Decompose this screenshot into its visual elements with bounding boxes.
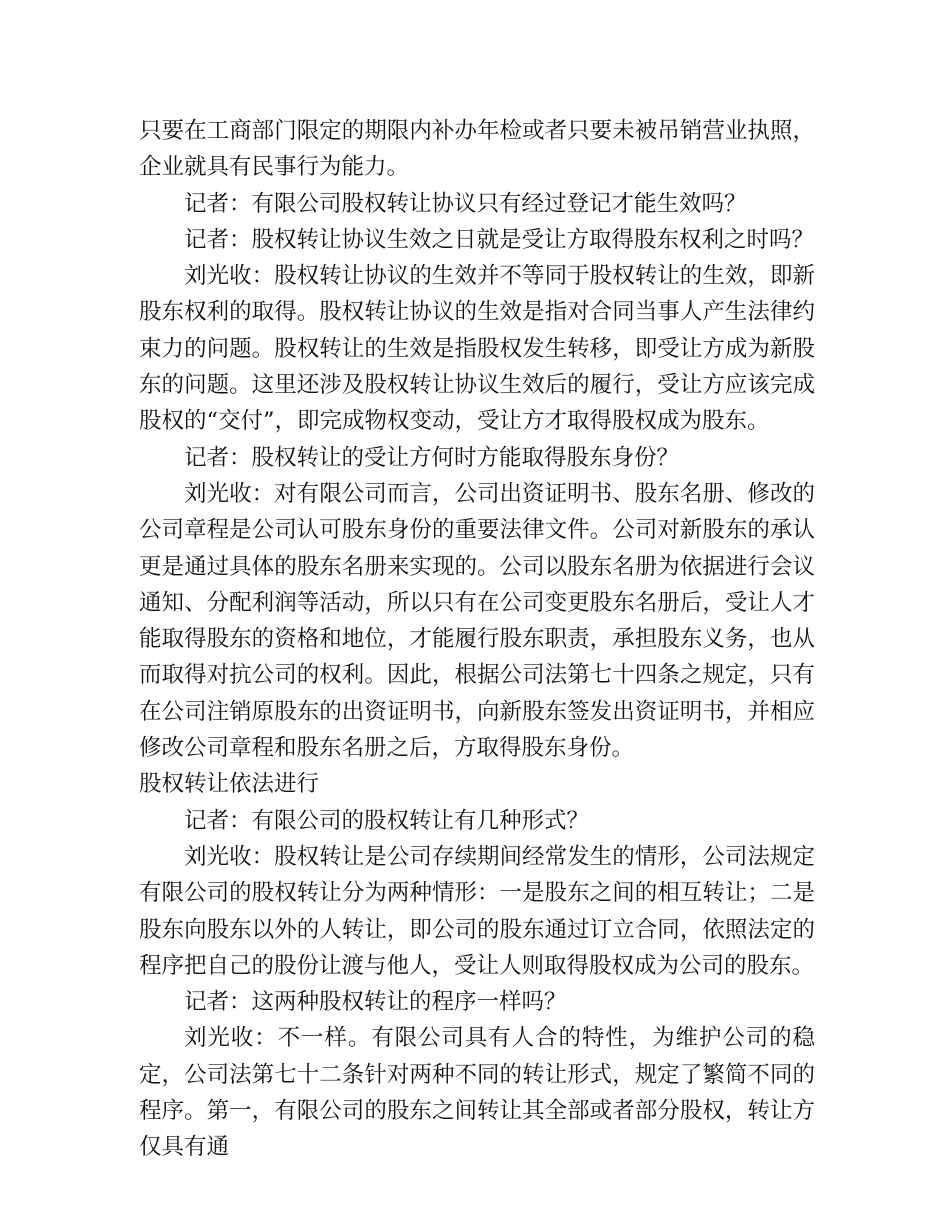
- paragraph-9: 记者：这两种股权转让的程序一样吗？: [184, 989, 567, 1016]
- paragraph-3: 记者：股权转让协议生效之日就是受让方取得股东权利之时吗？: [184, 226, 815, 253]
- paragraph-1: 只要在工商部门限定的期限内补办年检或者只要未被吊销营业执照，企业就具有民事行为能力。: [139, 118, 815, 181]
- paragraph-6: 刘光收：对有限公司而言，公司出资证明书、股东名册、修改的公司章程是公司认可股东身份的重要法律文件。公司对新股东的承认更是通过具体的股东名册来实现的。公司以股东名册为依据进行会议通知、分配利润等活动，所以只有在公司变更股东名册后，受让人才能取得股东的资格和地位，才能履行股东职责，承担股东义务，也从而取得对抗公司的权利。因此，根据公司法第七十四条之规定，只有在公司注销原股东的出资证明书，向新股东签发出资证明书，并相应修改公司章程和股东名册之后，方取得股东身份。: [139, 480, 815, 762]
- paragraph-7: 记者：有限公司的股权转让有几种形式？: [184, 807, 590, 834]
- section-heading: 股权转让依法进行: [139, 771, 320, 798]
- document-body: [139, 113, 815, 1166]
- paragraph-10: 刘光收：不一样。有限公司具有人合的特性，为维护公司的稳定，公司法第七十二条针对两种不同的转让形式，规定了繁简不同的程序。第一，有限公司的股东之间转让其全部或者部分股权，转让方仅具有通: [139, 1025, 815, 1161]
- paragraph-4: 刘光收：股权转让协议的生效并不等同于股权转让的生效，即新股东权利的取得。股权转让协议的生效是指对合同当事人产生法律约束力的问题。股权转让的生效是指股权发生转移，即受让方成为新股东的问题。这里还涉及股权转让协议生效后的履行，受让方应该完成股权的“交付”，即完成物权变动，受让方才取得股权成为股东。: [139, 263, 815, 435]
- paragraph-5: 记者：股权转让的受让方何时方能取得股东身份？: [184, 444, 680, 471]
- paragraph-2: 记者：有限公司股权转让协议只有经过登记才能生效吗？: [184, 190, 747, 217]
- paragraph-8: 刘光收：股权转让是公司存续期间经常发生的情形，公司法规定有限公司的股权转让分为两种情形：一是股东之间的相互转让；二是股东向股东以外的人转让，即公司的股东通过订立合同，依照法定的程序把自己的股份让渡与他人，受让人则取得股权成为公司的股东。: [139, 843, 815, 979]
